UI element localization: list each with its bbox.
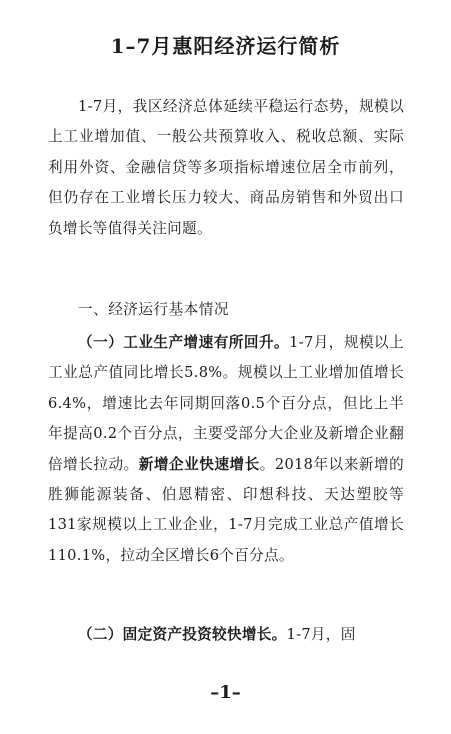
investment-paragraph xyxy=(48,620,404,650)
item-subheading: 新增企业快速增长 xyxy=(138,455,260,473)
page-number: –1– xyxy=(210,682,241,703)
item-heading: （一）工业生产增速有所回升。 xyxy=(78,334,290,351)
intro-paragraph: 1-7月，我区经济总体延续平稳运行态势，规模以上工业增加值、一般公共预算收入、税收总额、实际利用外资、金融信贷等多项指标增速位居全市前列，但仍存在工业增长压力较大、商品房销售和外贸出口负增长等值得关注问题。 xyxy=(48,98,404,237)
paragraph-text: 1-7月，固 xyxy=(286,626,356,643)
industry-paragraph xyxy=(48,328,404,571)
document-title: 1–7月惠阳经济运行简析 xyxy=(110,34,341,58)
item-heading: （二）固定资产投资较快增长。 xyxy=(78,626,287,643)
paragraph-text: 。2018年以来新增的胜狮能源装备、伯恩精密、印想科技、天达塑胶等131家规模以上工业企业，1-7月完成工业总产值增长110.1%，拉动全区增长6个百分点。 xyxy=(48,455,404,564)
paragraph-text: 1-7月，规模以上工业总产值同比增长5.8%。规模以上工业增加值增长6.4%，增速比去年同期回落0.5个百分点，但比上半年提高0.2个百分点，主要受部分大企业及新增企业翻倍增长拉动。 xyxy=(48,334,405,473)
section-heading: 一、经济运行基本情况 xyxy=(78,301,229,318)
